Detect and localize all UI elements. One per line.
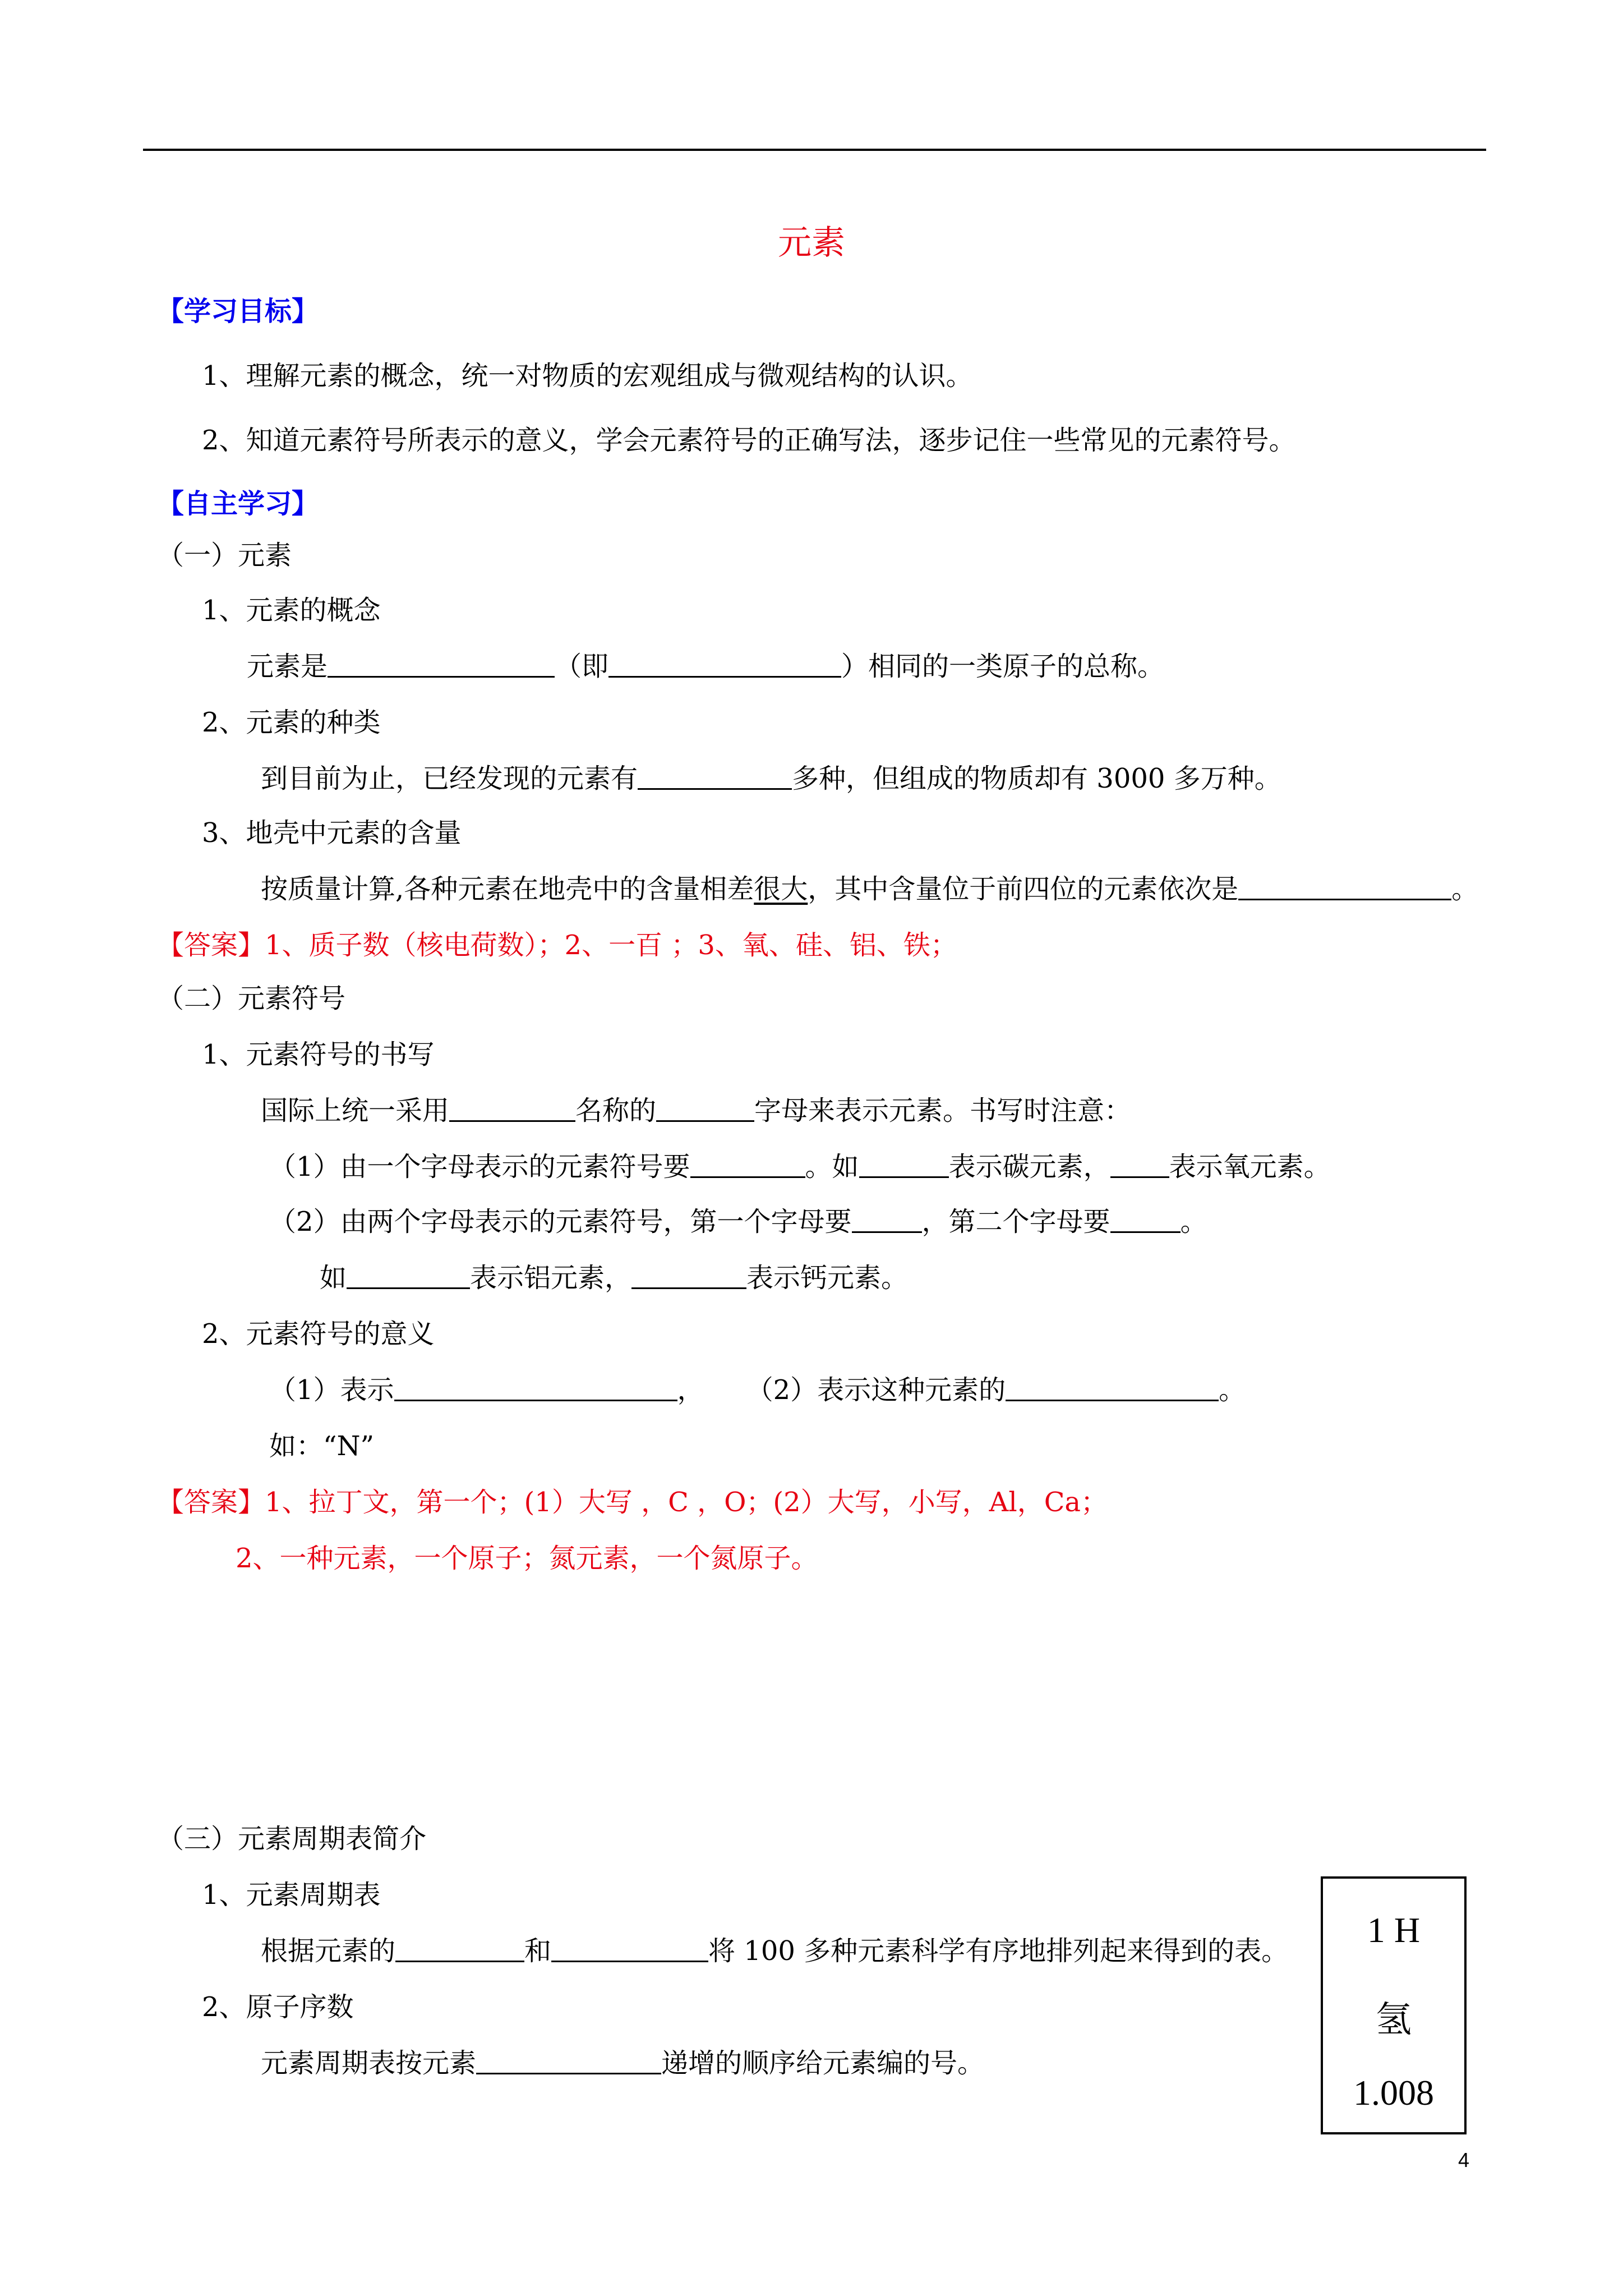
part2-example: 如：“N” bbox=[269, 1430, 375, 1462]
header-rule bbox=[143, 149, 1486, 151]
part3-heading: （三）元素周期表简介 bbox=[157, 1823, 427, 1855]
part2-rule3: 如 表示铝元素， 表示钙元素。 bbox=[320, 1262, 909, 1294]
part2-meaning-line: （1）表示 ， （2）表示这种元素的 。 bbox=[269, 1374, 1246, 1406]
element-card bbox=[1321, 1876, 1467, 2134]
fill-blank[interactable] bbox=[638, 762, 792, 790]
answer-part1: 【答案】1、质子数（核电荷数）；2、一百 ；3、氧、硅、铝、铁； bbox=[157, 930, 957, 961]
fill-blank[interactable] bbox=[1006, 1374, 1219, 1401]
part3-s1-title: 1、元素周期表 bbox=[202, 1879, 381, 1911]
part2-s2-title: 2、元素符号的意义 bbox=[202, 1318, 435, 1350]
answer-part2-line1: 【答案】1、拉丁文，第一个；(1）大写 ，C ，O；(2）大写，小写，Al，Ca； bbox=[157, 1487, 1108, 1518]
part1-s1-line: 元素是 （即 ）相同的一类原子的总称。 bbox=[247, 651, 1165, 682]
fill-blank[interactable] bbox=[551, 1935, 708, 1962]
part2-s1-line: 国际上统一采用 名称的 字母来表示元素。书写时注意： bbox=[261, 1095, 1132, 1126]
fill-blank[interactable] bbox=[395, 1935, 524, 1962]
fill-blank[interactable] bbox=[1238, 873, 1451, 900]
fill-blank[interactable] bbox=[1110, 1205, 1181, 1233]
answer-part2-line2: 2、一种元素，一个原子；氮元素，一个氮原子。 bbox=[236, 1543, 818, 1574]
fill-blank[interactable] bbox=[476, 2047, 661, 2074]
fill-blank[interactable] bbox=[394, 1374, 677, 1401]
part2-rule2: （2）由两个字母表示的元素符号，第一个字母要 ，第二个字母要 。 bbox=[269, 1206, 1207, 1237]
part1-s3-line: 按质量计算,各种元素在地壳中的含量相差很大，其中含量位于前四位的元素依次是 。 bbox=[261, 873, 1479, 905]
part1-s2-line: 到目前为止，已经发现的元素有 多种，但组成的物质却有 3000 多万种。 bbox=[261, 763, 1281, 794]
fill-blank[interactable] bbox=[656, 1094, 754, 1122]
part1-s2-title: 2、元素的种类 bbox=[202, 707, 381, 738]
element-name: 氢 bbox=[1376, 1999, 1412, 2041]
page-number: 4 bbox=[1458, 2148, 1470, 2171]
fill-blank[interactable] bbox=[859, 1151, 949, 1178]
fill-blank[interactable] bbox=[631, 1262, 746, 1289]
fill-blank[interactable] bbox=[449, 1094, 575, 1122]
part3-s2-title: 2、原子序数 bbox=[202, 1991, 354, 2023]
fill-blank[interactable] bbox=[347, 1262, 470, 1289]
part1-s3-title: 3、地壳中元素的含量 bbox=[202, 817, 462, 849]
section-header-self-study: 【自主学习】 bbox=[157, 488, 319, 519]
fill-blank[interactable] bbox=[608, 650, 841, 678]
goal-item-2: 2、知道元素符号所表示的意义，学会元素符号的正确写法，逐步记住一些常见的元素符号。 bbox=[202, 425, 1296, 456]
part2-rule1: （1）由一个字母表示的元素符号要 。如 表示碳元素， 表示氧元素。 bbox=[269, 1151, 1331, 1182]
part1-heading: （一）元素 bbox=[157, 540, 292, 571]
part3-s1-line: 根据元素的 和 将 100 多种元素科学有序地排列起来得到的表。 bbox=[261, 1935, 1289, 1967]
element-mass: 1.008 bbox=[1353, 2073, 1434, 2113]
page-title: 元素 bbox=[778, 223, 845, 263]
fill-blank[interactable] bbox=[328, 650, 555, 678]
part2-s1-title: 1、元素符号的书写 bbox=[202, 1039, 435, 1070]
fill-blank[interactable] bbox=[690, 1151, 805, 1178]
fill-blank[interactable] bbox=[1110, 1151, 1169, 1178]
part3-s2-line: 元素周期表按元素 递增的顺序给元素编的号。 bbox=[261, 2047, 985, 2079]
section-header-goals: 【学习目标】 bbox=[157, 296, 319, 327]
part2-heading: （二）元素符号 bbox=[157, 983, 346, 1014]
element-number-symbol: 1 H bbox=[1367, 1910, 1421, 1950]
goal-item-1: 1、理解元素的概念，统一对物质的宏观组成与微观结构的认识。 bbox=[202, 360, 973, 392]
fill-blank[interactable] bbox=[852, 1205, 922, 1233]
part1-s1-title: 1、元素的概念 bbox=[202, 595, 381, 626]
